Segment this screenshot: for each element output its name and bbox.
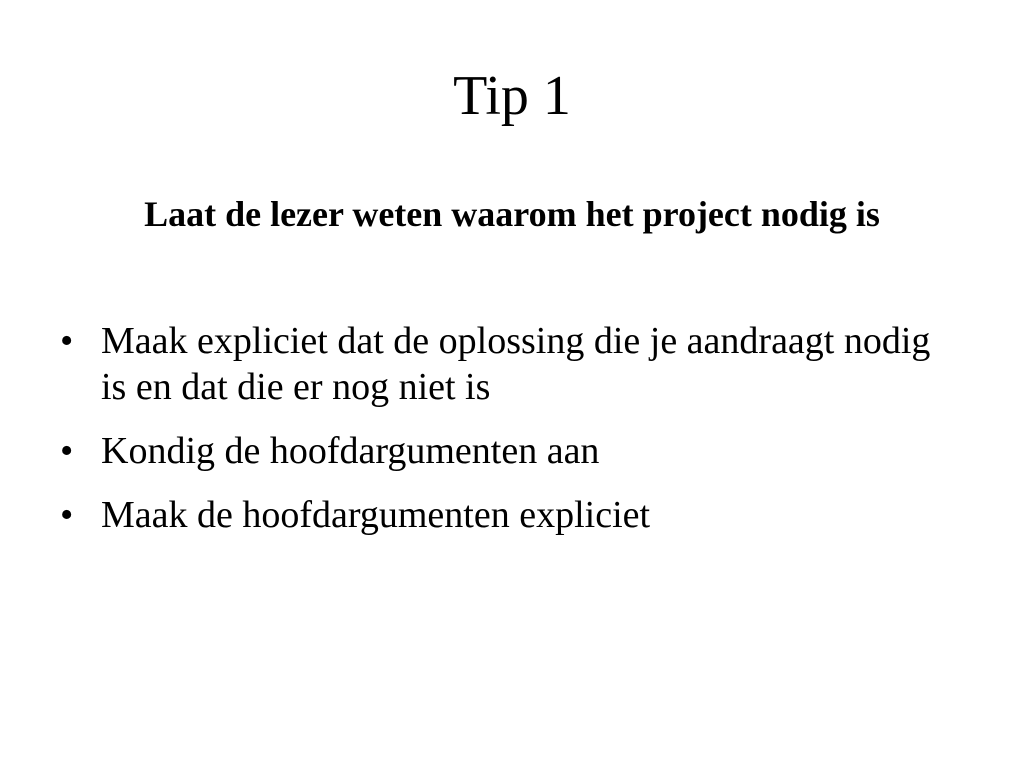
bullet-list xyxy=(56,318,956,556)
bullet-text: Kondig de hoofdargumenten aan xyxy=(101,430,600,472)
bullet-text: Maak de hoofdargumenten expliciet xyxy=(101,494,651,536)
bullet-icon: • xyxy=(60,494,74,536)
bullet-text: Maak expliciet dat de oplossing die je aandraagt nodig is en dat die er nog niet is xyxy=(101,320,931,408)
bullet-item xyxy=(56,492,956,538)
slide-title: Tip 1 xyxy=(453,65,571,127)
bullet-icon: • xyxy=(60,320,74,362)
bullet-icon: • xyxy=(60,430,74,472)
slide-subtitle: Laat de lezer weten waarom het project nodig is xyxy=(144,194,880,234)
bullet-item xyxy=(56,318,956,410)
bullet-item xyxy=(56,428,956,474)
